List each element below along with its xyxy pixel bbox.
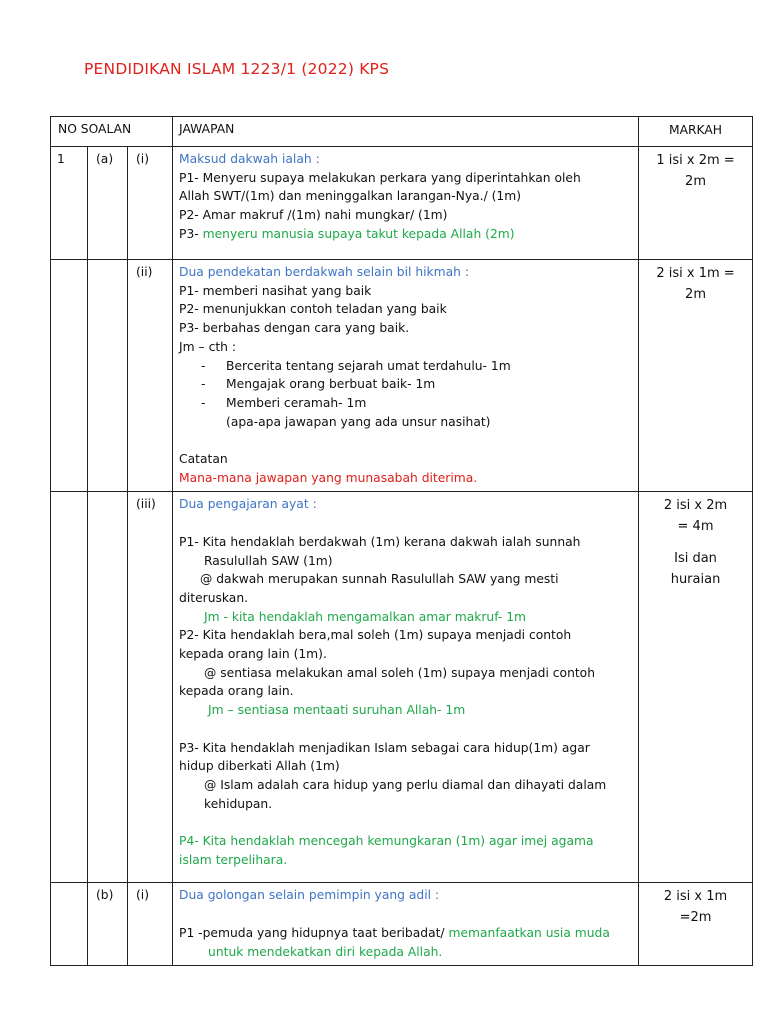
answer-line: P1- Kita hendaklah berdakwah (1m) kerana dakwah ialah sunnah	[179, 534, 581, 549]
answer-green-text: memanfaatkan usia muda	[448, 925, 610, 940]
empty-cell	[51, 883, 88, 966]
answer-line: P2- Amar makruf /(1m) nahi mungkar/ (1m)	[179, 208, 448, 223]
answer-prefix: P3-	[179, 226, 203, 241]
answer-green-text: Jm – sentiasa mentaati suruhan Allah- 1m	[208, 703, 466, 718]
answer-scheme-table	[50, 116, 753, 966]
table-row	[51, 260, 753, 492]
answer-heading: Dua golongan selain pemimpin yang adil :	[179, 888, 440, 903]
list-item: - Bercerita tentang sejarah umat terdahulu- 1m	[201, 358, 511, 373]
markah-note: huraian	[670, 571, 721, 587]
markah-line: 1 isi x 2m =	[656, 153, 735, 168]
answer-cell	[173, 492, 639, 883]
answer-line: P3- Kita hendaklah menjadikan Islam sebagai cara hidup(1m) agar	[179, 740, 590, 755]
answer-heading: Dua pendekatan berdakwah selain bil hikmah :	[179, 265, 470, 279]
question-number: 1	[51, 147, 88, 260]
answer-green-text: untuk mendekatkan diri kepada Allah.	[208, 944, 443, 959]
empty-cell	[51, 492, 88, 883]
markah-line: 2 isi x 2m	[663, 498, 728, 514]
question-subpart: (ii)	[128, 260, 173, 492]
table-row	[51, 883, 753, 966]
answer-line: diteruskan.	[179, 590, 249, 605]
answer-line	[179, 924, 634, 943]
answer-green-text: Jm - kita hendaklah mengamalkan amar makruf- 1m	[204, 609, 527, 624]
answer-line: P2- Kita hendaklah bera,mal soleh (1m) supaya menjadi contoh	[179, 628, 572, 643]
list-item: - Mengajak orang berbuat baik- 1m	[201, 377, 436, 392]
answer-green-text: menyeru manusia supaya takut kepada Allah (2m)	[202, 226, 515, 241]
list-item-text: Bercerita tentang sejarah umat terdahulu- 1m	[226, 358, 511, 373]
markah-cell	[639, 260, 753, 492]
list-item-text: Memberi ceramah- 1m	[226, 395, 367, 410]
markah-cell	[639, 147, 753, 260]
answer-heading: Dua pengajaran ayat :	[179, 497, 317, 512]
markah-line: 2m	[685, 173, 706, 189]
answer-line: P2- menunjukkan contoh teladan yang baik	[179, 302, 447, 317]
header-jawapan: JAWAPAN	[173, 117, 639, 147]
question-part: (a)	[88, 147, 128, 260]
markah-line: 2 isi x 1m =	[656, 266, 735, 281]
list-item-text: Mengajak orang berbuat baik- 1m	[226, 377, 436, 392]
header-no-soalan: NO SOALAN	[51, 117, 173, 147]
answer-cell	[173, 883, 639, 966]
answer-line: kepada orang lain.	[179, 684, 294, 699]
answer-line: kehidupan.	[204, 796, 273, 811]
answer-line: P1- Menyeru supaya melakukan perkara yang diperintahkan oleh	[179, 170, 581, 185]
question-subpart: (i)	[128, 147, 173, 260]
empty-cell	[88, 260, 128, 492]
catatan-label: Catatan	[179, 452, 228, 467]
answer-line: P3- berbahas dengan cara yang baik.	[179, 321, 410, 336]
empty-cell	[88, 492, 128, 883]
markah-line: 2 isi x 1m	[663, 889, 728, 905]
question-subpart: (i)	[128, 883, 173, 966]
answer-line: Rasulullah SAW (1m)	[204, 553, 333, 568]
markah-cell	[639, 492, 753, 883]
list-item: - Memberi ceramah- 1m	[201, 395, 367, 410]
markah-line: =2m	[679, 909, 712, 925]
table-row	[51, 147, 753, 260]
markah-line: = 4m	[677, 518, 714, 534]
answer-heading: Maksud dakwah ialah :	[179, 152, 320, 166]
answer-line: @ Islam adalah cara hidup yang perlu diamal dan dihayati dalam	[204, 777, 607, 792]
empty-cell	[51, 260, 88, 492]
answer-line	[179, 225, 634, 244]
question-part: (b)	[88, 883, 128, 966]
question-subpart: (iii)	[128, 492, 173, 883]
answer-line: @ sentiasa melakukan amal soleh (1m) supaya menjadi contoh	[204, 665, 595, 680]
markah-cell	[639, 883, 753, 966]
answer-line: Jm – cth :	[179, 339, 237, 354]
document-title: PENDIDIKAN ISLAM 1223/1 (2022) KPS	[84, 60, 390, 78]
list-note: (apa-apa jawapan yang ada unsur nasihat)	[226, 414, 491, 429]
answer-text: P1 -pemuda yang hidupnya taat beribadat/	[179, 925, 449, 940]
answer-green-text: P4- Kita hendaklah mencegah kemungkaran (1m) agar imej agama	[179, 834, 594, 849]
answer-line: hidup diberkati Allah (1m)	[179, 759, 340, 774]
answer-cell	[173, 260, 639, 492]
markah-line: 2m	[685, 286, 706, 302]
header-markah: MARKAH	[639, 117, 753, 147]
table-header-row	[51, 117, 753, 147]
markah-note: Isi dan	[674, 551, 717, 567]
table-row	[51, 492, 753, 883]
answer-green-text: islam terpelihara.	[179, 852, 288, 867]
answer-cell	[173, 147, 639, 260]
answer-line: P1- memberi nasihat yang baik	[179, 283, 372, 298]
catatan-text: Mana-mana jawapan yang munasabah diterima.	[179, 470, 478, 485]
answer-line: @ dakwah merupakan sunnah Rasulullah SAW yang mesti	[200, 572, 559, 587]
answer-line: kepada orang lain (1m).	[179, 647, 327, 662]
answer-line: Allah SWT/(1m) dan meninggalkan larangan-Nya./ (1m)	[179, 189, 522, 204]
